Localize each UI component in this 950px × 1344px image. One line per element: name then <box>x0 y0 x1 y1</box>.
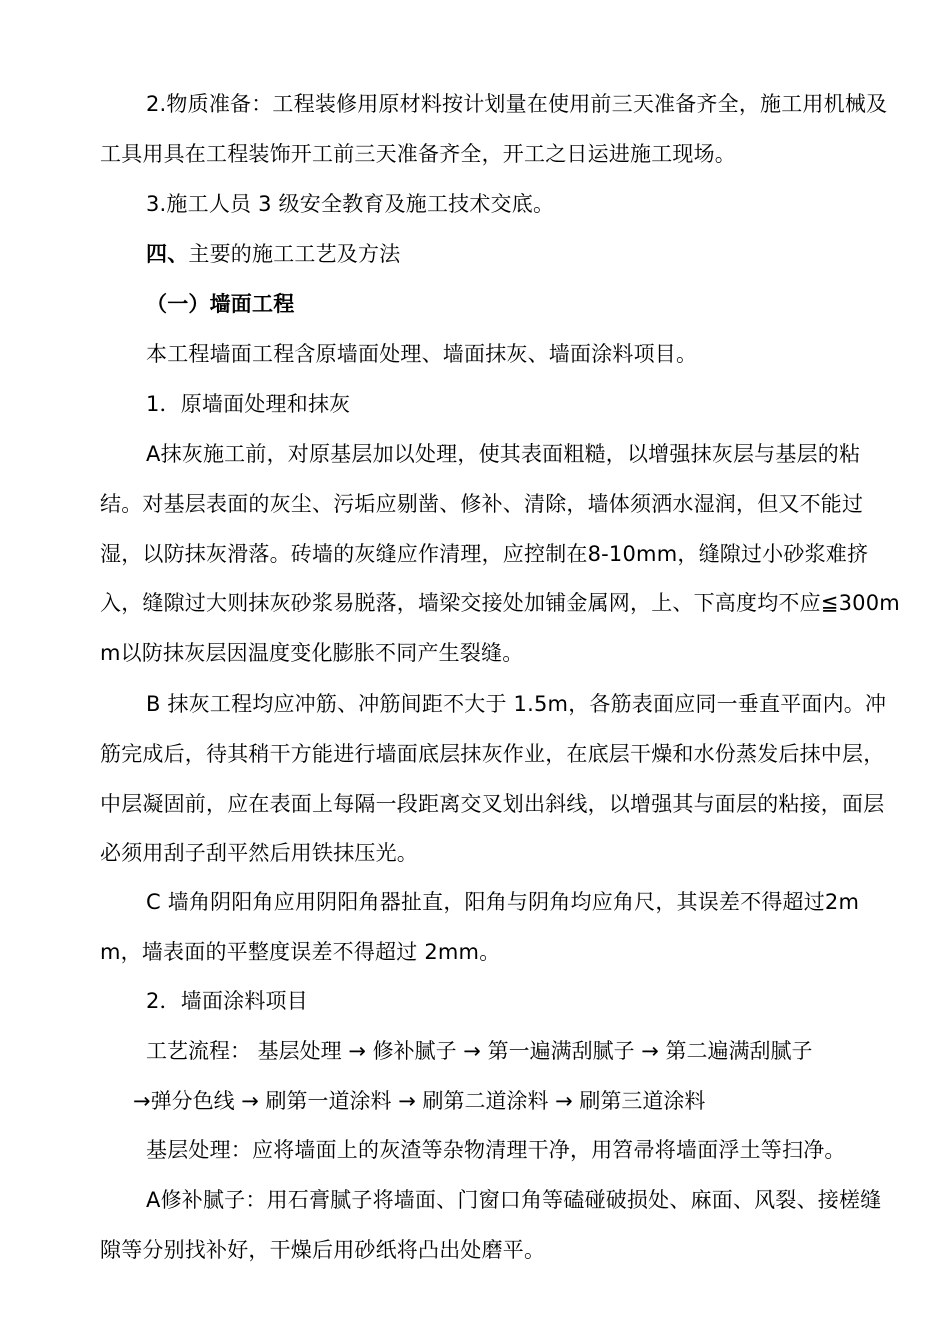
paragraph-material-prep: 2.物质准备：工程装修用原材料按计划量在使用前三天准备齐全，施工用机械及工具用具在工程装饰开工前三天准备齐全，开工之日运进施工现场。 <box>100 92 888 166</box>
item-heading-2: 2．墙面涂料项目 <box>146 989 308 1013</box>
paragraph-wall-intro: 本工程墙面工程含原墙面处理、墙面抹灰、墙面涂料项目。 <box>146 342 698 366</box>
process-flow-line-1: 工艺流程： 基层处理 → 修补腻子 → 第一遍满刮腻子 → 第二遍满刮腻子 <box>146 1039 813 1063</box>
process-flow-line-2: →弹分色线 → 刷第一道涂料 → 刷第二道涂料 → 刷第三道涂料 <box>133 1089 706 1113</box>
paragraph-c-corners: C 墙角阴阳角应用阴阳角器扯直，阳角与阴角均应角尺，其误差不得超过2mm，墙表面的平整度误差不得超过 2mm。 <box>100 890 860 964</box>
paragraph-a-plaster-prep: A抹灰施工前，对原基层加以处理，使其表面粗糙，以增强抹灰层与基层的粘结。对基层表面的灰尘、污垢应剔凿、修补、清除，墙体须洒水湿润，但又不能过湿，以防抹灰滑落。砖墙的灰缝应作清理，应控制在8-10mm，缝隙过小砂浆难挤入，缝隙过大则抹灰砂浆易脱落，墙梁交接处加铺金属网，上、下高度均不应≦300mm以防抹灰层因温度变化膨胀不同产生裂缝。 <box>100 442 900 666</box>
section-title: 主要的施工工艺及方法 <box>188 242 401 266</box>
paragraph-base-treatment: 基层处理：应将墙面上的灰渣等杂物清理干净，用笤帚将墙面浮土等扫净。 <box>146 1138 846 1162</box>
paragraph-safety-training: 3.施工人员 3 级安全教育及施工技术交底。 <box>146 192 555 216</box>
section-heading-4 <box>100 230 900 280</box>
paragraph-b-plaster-work: B 抹灰工程均应冲筋、冲筋间距不大于 1.5m，各筋表面应同一垂直平面内。冲筋完成后，待其稍干方能进行墙面底层抹灰作业，在底层干燥和水份蒸发后抹中层，中层凝固前，应在表面上每隔一段距离交叉划出斜线，以增强其与面层的粘接，面层必须用刮子刮平然后用铁抹压光。 <box>100 692 887 866</box>
section-number: 四、 <box>146 242 189 266</box>
subsection-heading-wall: （一）墙面工程 <box>146 292 295 316</box>
paragraph-a-putty-repair: A修补腻子：用石膏腻子将墙面、门窗口角等磕碰破损处、麻面、风裂、接槎缝隙等分别找补好，干燥后用砂纸将凸出处磨平。 <box>100 1188 882 1262</box>
item-heading-1: 1．原墙面处理和抹灰 <box>146 392 351 416</box>
